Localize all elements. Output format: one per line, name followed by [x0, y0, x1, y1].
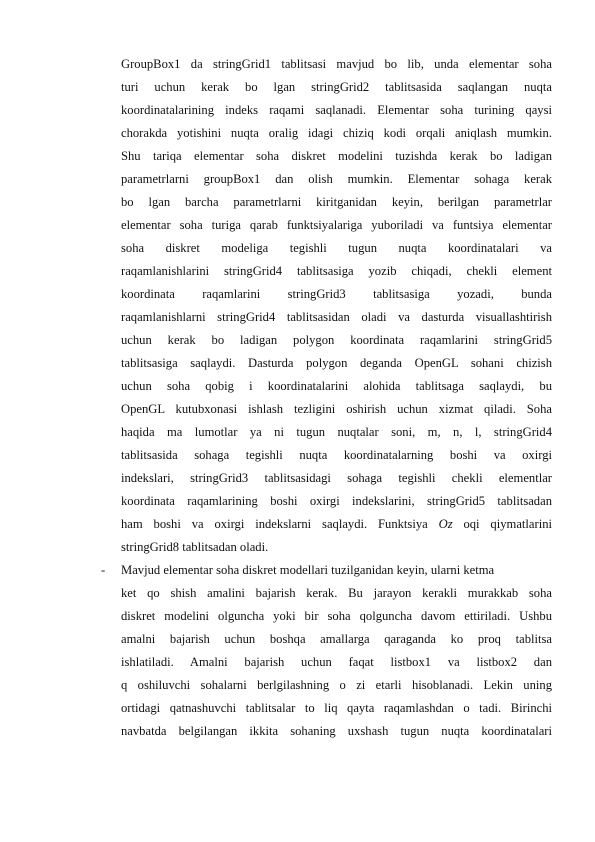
paragraph-line: uchun kerak bo ladigan polygon koordinata raqamlarini stringGrid5: [121, 333, 552, 347]
paragraph-line: parametrlarni groupBox1 dan olish mumkin. Elementar sohaga kerak: [121, 172, 552, 186]
paragraph-line: bo lgan barcha parametrlarni kiritganidan keyin, berilgan parametrlar: [121, 195, 552, 209]
paragraph-line: indekslari, stringGrid3 tablitsasidagi sohaga tegishli chekli elementlar: [121, 471, 552, 485]
italic-term: Oz: [438, 517, 453, 531]
paragraph-line: koordinatalarining indeks raqami saqlanadi. Elementar soha turining qaysi: [121, 103, 552, 117]
paragraph-line: elementar soha turiga qarab funktsiyalariga yuboriladi va funtsiya elementar: [121, 218, 552, 232]
paragraph-line: ishlatiladi. Amalni bajarish uchun faqat listbox1 va listbox2 dan: [121, 655, 552, 669]
bullet-heading: [121, 559, 552, 582]
paragraph-line-with-italic: [121, 513, 552, 536]
paragraph-line: GroupBox1 da stringGrid1 tablitsasi mavjud bo lib, unda elementar soha: [121, 57, 552, 71]
paragraph-line: navbatda belgilangan ikkita sohaning uxshash tugun nuqta koordinatalari: [121, 724, 552, 738]
paragraph-line: koordinata raqamlarining boshi oxirgi indekslarini, stringGrid5 tablitsadan: [121, 494, 552, 508]
bullet-marker: -: [101, 563, 106, 577]
paragraph-line: diskret modelini olguncha yoki bir soha qolguncha davom ettiriladi. Ushbu: [121, 609, 552, 623]
paragraph-line: haqida ma lumotlar ya ni tugun nuqtalar soni, m, n, l, stringGrid4: [121, 425, 552, 439]
paragraph-line: chorakda yotishini nuqta oralig idagi chiziq kodi orqali aniqlash mumkin.: [121, 126, 552, 140]
paragraph-text: ham boshi va oxirgi indekslarni saqlaydi. Funktsiya: [121, 517, 439, 531]
paragraph-line: raqamlanishlarini stringGrid4 tablitsasiga yozib chiqadi, chekli element: [121, 264, 552, 278]
paragraph-line: uchun soha qobig i koordinatalarini alohida tablitsaga saqlaydi, bu: [121, 379, 552, 393]
paragraph-line: q oshiluvchi sohalarni berlgilashning o zi etarli hisoblanadi. Lekin uning: [121, 678, 552, 692]
paragraph-line: Shu tariqa elementar soha diskret modelini tuzishda kerak bo ladigan: [121, 149, 552, 163]
paragraph-line: koordinata raqamlarini stringGrid3 tablitsasiga yozadi, bunda: [121, 287, 552, 301]
paragraph-line: turi uchun kerak bo lgan stringGrid2 tablitsasida saqlangan nuqta: [121, 80, 552, 94]
paragraph-line: OpenGL kutubxonasi ishlash tezligini oshirish uchun xizmat qiladi. Soha: [121, 402, 552, 416]
paragraph-line: Mavjud elementar soha diskret modellari tuzilganidan keyin, ularni ketma: [121, 563, 495, 577]
paragraph-main: [121, 53, 552, 559]
paragraph-text: oqi qiymatlarini: [452, 517, 552, 531]
paragraph-line: ortidagi qatnashuvchi tablitsalar to liq qayta raqamlashdan o tadi. Birinchi: [121, 701, 552, 715]
paragraph-line: stringGrid8 tablitsadan oladi.: [121, 540, 269, 554]
paragraph-line: raqamlanishlarni stringGrid4 tablitsasidan oladi va dasturda visuallashtirish: [121, 310, 552, 324]
paragraph-secondary: [121, 582, 552, 743]
paragraph-line: tablitsasida sohaga tegishli nuqta koordinatalarning boshi va oxirgi: [121, 448, 552, 462]
paragraph-line: tablitsasiga saqlaydi. Dasturda polygon deganda OpenGL sohani chizish: [121, 356, 552, 370]
paragraph-line: ket qo shish amalini bajarish kerak. Bu jarayon kerakli murakkab soha: [121, 586, 552, 600]
paragraph-line: amalni bajarish uchun boshqa amallarga qaraganda ko proq tablitsa: [121, 632, 552, 646]
paragraph-line: soha diskret modeliga tegishli tugun nuqta koordinatalari va: [121, 241, 552, 255]
